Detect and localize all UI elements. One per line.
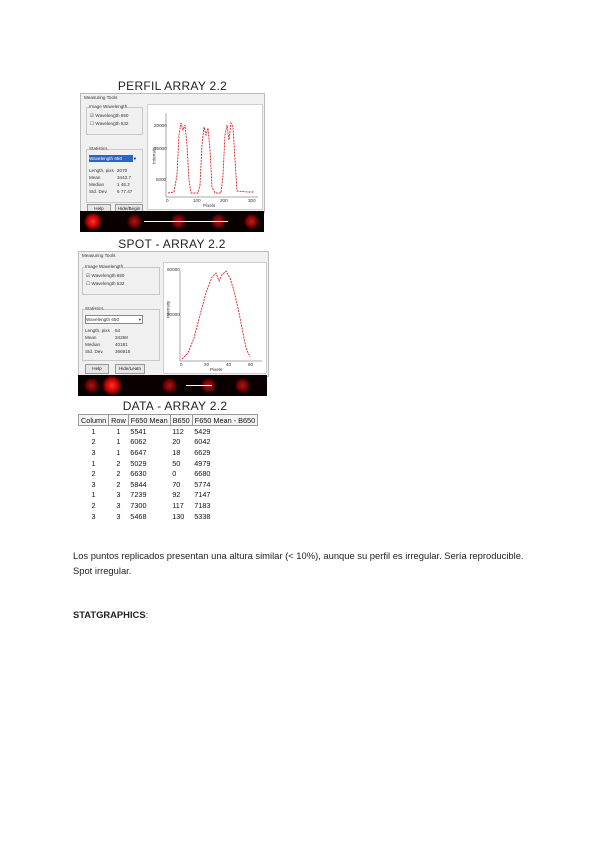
statistics-group bbox=[86, 146, 143, 203]
xtick-20: 20 bbox=[204, 362, 210, 367]
stat-stddev: Std. Dev. 366915 bbox=[85, 349, 131, 354]
measure-line[interactable] bbox=[186, 385, 212, 386]
table-row: 1 2 5029 50 4979 bbox=[91, 458, 211, 468]
table-row: 2 3 7300 117 7183 bbox=[91, 500, 211, 510]
table-row: 2 2 6630 0 6680 bbox=[91, 469, 211, 479]
spot bbox=[127, 214, 142, 229]
xtick-60: 60 bbox=[248, 362, 254, 367]
stat-stddev: Std. Dev. 6 77.47 bbox=[89, 189, 133, 194]
ytick-2: 30000 bbox=[167, 312, 180, 317]
measure-line[interactable] bbox=[144, 221, 228, 222]
figure2-spot-strip bbox=[78, 375, 267, 396]
x-axis-label: Pixels bbox=[210, 367, 223, 372]
wavelength-group bbox=[82, 264, 160, 295]
stat-length: Length, pixs 2070 bbox=[89, 168, 128, 173]
spot bbox=[102, 376, 122, 395]
stat-length: Length, pixs 54 bbox=[85, 328, 121, 333]
wavelength-select[interactable]: Wavelength 650 ▾ bbox=[86, 317, 141, 322]
figure3-title: DATA - ARRAY 2.2 bbox=[122, 399, 228, 413]
data-table bbox=[78, 414, 258, 521]
stat-median: Median 1 46.2 bbox=[89, 182, 130, 187]
y-axis-label: Intensity bbox=[165, 300, 171, 318]
group-label: Image Wavelength bbox=[89, 104, 128, 109]
figure1-screenshot bbox=[80, 93, 265, 213]
statistics-group bbox=[82, 306, 160, 361]
xtick-0: 0 bbox=[166, 198, 169, 203]
x-axis-label: Pixels bbox=[203, 203, 216, 208]
option-wavelength-650[interactable]: ☑ Wavelength 650 bbox=[90, 113, 129, 118]
conclusion-paragraph: Los puntos replicados presentan una altura similar (< 10%), aunque su perfil es irregular. Sería reproducible. Spot irregular. bbox=[73, 550, 524, 576]
table-header-row bbox=[79, 415, 258, 426]
wavelength-select[interactable]: Wavelength 650 ▾ bbox=[89, 156, 136, 161]
spot-plot bbox=[163, 262, 267, 374]
help-button[interactable]: Help bbox=[85, 364, 109, 374]
wavelength-group bbox=[86, 104, 143, 135]
ytick-1: 60000 bbox=[167, 267, 180, 272]
option-wavelength-532[interactable]: ☐ Wavelength 532 bbox=[90, 121, 129, 126]
xtick-0: 0 bbox=[180, 362, 183, 367]
table-row: 3 3 5468 130 5338 bbox=[91, 511, 211, 521]
xtick-40: 40 bbox=[226, 362, 232, 367]
stat-mean: Mean 3443.7 bbox=[89, 175, 132, 180]
table-row: 2 1 6062 20 6042 bbox=[91, 437, 211, 447]
ytick-3: 5000 bbox=[156, 177, 167, 182]
spot bbox=[244, 214, 259, 229]
xtick-100: 100 bbox=[193, 198, 201, 203]
stats-label: Statistics bbox=[85, 306, 104, 311]
figure2-title: SPOT - ARRAY 2.2 bbox=[118, 237, 226, 251]
group-label: Image Wavelength bbox=[85, 264, 124, 269]
header-f650-minus-b650: F650 Mean - B650 bbox=[192, 415, 257, 426]
statgraphics-heading: STATGRAPHICS: bbox=[73, 609, 149, 620]
table-row: 1 3 7239 92 7147 bbox=[91, 490, 211, 500]
figure1-title: PERFIL ARRAY 2.2 bbox=[117, 79, 228, 93]
option-wavelength-650[interactable]: ☑ Wavelength 650 bbox=[86, 273, 125, 278]
xtick-300: 300 bbox=[248, 198, 256, 203]
data-table-wrapper bbox=[78, 414, 258, 521]
ytick-2: 15000 bbox=[154, 146, 167, 151]
header-f650-mean: F650 Mean bbox=[128, 415, 170, 426]
help-button[interactable]: Help bbox=[87, 204, 111, 214]
figure1-spot-strip bbox=[80, 211, 264, 232]
figure2-screenshot bbox=[78, 251, 269, 377]
spot bbox=[84, 213, 102, 230]
spot bbox=[235, 378, 250, 393]
header-row: Row bbox=[109, 415, 129, 426]
header-column: Column bbox=[79, 415, 109, 426]
ytick-1: 20000 bbox=[154, 123, 167, 128]
spot bbox=[84, 378, 99, 393]
stats-label: Statistics bbox=[89, 146, 108, 151]
window-title: Measuring Tools bbox=[82, 253, 116, 258]
spot bbox=[162, 378, 177, 393]
table-row: 3 1 6647 18 6629 bbox=[91, 447, 211, 457]
xtick-200: 200 bbox=[220, 198, 228, 203]
hide-begin-button[interactable]: Hide/Begin bbox=[115, 204, 143, 214]
table-row: 1 1 5541 112 5429 bbox=[91, 426, 211, 436]
table-row: 3 2 5844 70 5774 bbox=[91, 479, 211, 489]
stat-median: Median 40181 bbox=[85, 342, 128, 347]
profile-plot bbox=[147, 104, 263, 210]
window-title: Measuring Tools bbox=[84, 95, 118, 100]
y-axis-label: Intensity bbox=[151, 146, 157, 164]
option-wavelength-532[interactable]: ☐ Wavelength 532 bbox=[86, 281, 125, 286]
stat-mean: Mean 34258 bbox=[85, 335, 128, 340]
hide-learn-button[interactable]: Hide/Leatn bbox=[115, 364, 145, 374]
header-b650: B650 bbox=[170, 415, 192, 426]
